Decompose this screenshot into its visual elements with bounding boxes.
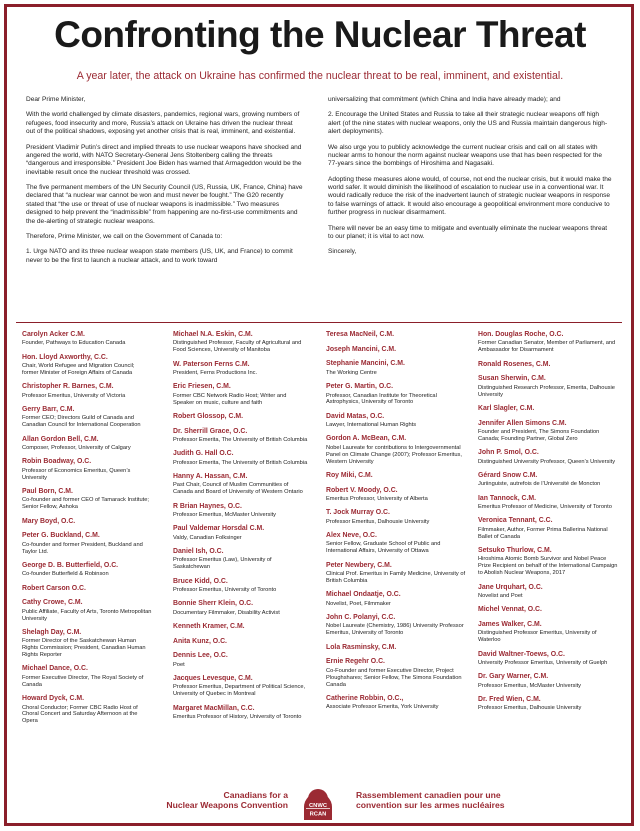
signatory-name: Peter G. Martin, O.C.	[326, 383, 394, 391]
signatory	[22, 458, 152, 481]
signatory-name: George D. B. Butterfield, O.C.	[22, 561, 119, 569]
signatory	[326, 695, 466, 711]
signatory	[173, 525, 308, 541]
signatory	[173, 473, 308, 496]
signatory-affiliation: Professor Emeritus, University of Victoria	[22, 392, 126, 399]
letter-paragraph: universalizing that commitment (which China and India have already made); and	[328, 96, 561, 103]
signatory	[173, 428, 308, 444]
signatory-affiliation: Former Director of the Saskatchewan Human Rights Commission; President, Canadian Human Rights Reporter	[22, 638, 146, 659]
signatory-name: John P. Smol, O.C.	[478, 449, 539, 457]
logo-text-top: CNWC	[308, 803, 328, 809]
signatory-name: Eric Friesen, C.M.	[173, 383, 231, 391]
signatory-name: Judith G. Hall O.C.	[173, 450, 234, 458]
signatory-name: Dennis Lee, O.C.	[173, 652, 228, 660]
signatory-name: David Matas, O.C.	[326, 412, 385, 420]
signatory-affiliation: Former CBC Network Radio Host; Writer and Speaker on music, culture and faith	[173, 392, 287, 406]
signatories-column-1	[22, 331, 152, 732]
signatory-name: Michael Dance, O.C.	[22, 665, 88, 673]
letter-sign-off: Sincerely,	[328, 248, 357, 256]
signatory-name: Hanny A. Hassan, C.M.	[173, 472, 248, 480]
letter-paragraph: President Vladimir Putin’s direct and implied threats to use nuclear weapons have shocked and angered the world, with NATO Secretary-General Jens Stoltenberg calling the threats “dangerous and irresponsible.” President Joe Biden has warned that Armageddon would be the inevitable result once the nuclear threshold was crossed.	[26, 143, 302, 176]
signatory	[326, 435, 466, 465]
footer-english-name	[166, 790, 288, 811]
page-subtitle: A year later, the attack on Ukraine has confirmed the nuclear threat to be real, imminent, and existential.	[76, 70, 564, 82]
signatory-name: Gérard Snow C.M.	[478, 471, 538, 479]
signatory-name: Susan Sherwin, C.M.	[478, 375, 546, 383]
signatory-affiliation: Former CEO; Directors Guild of Canada and Canadian Council for International Cooperation	[22, 415, 141, 429]
signatory-name: Peter Newbery, C.M.	[326, 561, 392, 569]
letter-right-column	[328, 96, 612, 264]
signatory	[326, 487, 466, 503]
signatory-affiliation: Co-founder and former President, Buckland and Taylor Ltd.	[22, 541, 143, 555]
signatory	[326, 472, 466, 480]
signatory	[173, 623, 308, 631]
signatory	[326, 614, 466, 637]
signatory-affiliation: Professor Emerita, The University of British Columbia	[173, 437, 308, 444]
signatory-affiliation: Distinguished Professor Emeritus, University of Waterloo	[478, 630, 597, 644]
footer-english-line-1: Canadians for a	[223, 790, 288, 800]
signatory-name: Teresa MacNeil, C.M.	[326, 331, 395, 338]
signatories-column-2	[173, 331, 308, 727]
signatory	[22, 532, 152, 555]
footer-french-line-2: convention sur les armes nucléaires	[356, 800, 505, 811]
signatory	[173, 503, 308, 519]
signatory	[173, 331, 308, 354]
signatory-name: Michael N.A. Eskin, C.M.	[173, 331, 253, 338]
signatory-name: Michael Ondaatje, O.C.	[326, 591, 401, 599]
footer	[0, 787, 640, 821]
footer-english-line-2: Nuclear Weapons Convention	[166, 800, 288, 811]
signatory-name: W. Paterson Ferns C.M.	[173, 360, 250, 368]
signatory-name: Dr. Sherrill Grace, O.C.	[173, 427, 248, 435]
signatory-name: Bruce Kidd, O.C.	[173, 577, 228, 585]
signatory	[326, 591, 466, 607]
signatory-name: Paul Born, C.M.	[22, 487, 73, 495]
signatory-affiliation: Novelist and Poet	[478, 592, 523, 599]
signatory-name: Setsuko Thurlow, C.M.	[478, 546, 552, 554]
signatory-name: Kenneth Kramer, C.M.	[173, 622, 245, 630]
letter-paragraph: Adopting these measures alone would, of course, not end the nuclear crisis, but it would make the world safer. It would diminish the likelihood of escalation to nuclear use in a conventional war. It would radically reduce the risk of the inadvertent launch of strategic nuclear weapons in response to false warnings of attack. It would also encourage a geopolitical environment more conducive to further progress in nuclear disarmament.	[328, 175, 612, 217]
signatory-affiliation: Professor Emeritus, Department of Political Science, University of Quebec in Montreal	[173, 684, 306, 698]
signatory-name: Roy Miki, C.M.	[326, 471, 373, 479]
signatory-affiliation: Distinguished University Professor, Queen’s University	[478, 458, 616, 465]
signatory-name: Hon. Douglas Roche, O.C.	[478, 331, 564, 338]
signatory	[326, 346, 466, 354]
signatory	[173, 361, 308, 377]
signatory-affiliation: Past Chair, Council of Muslim Communities of Canada and Board of University of Western Ontario	[173, 482, 303, 496]
letter-paragraph: We also urge you to publicly acknowledge the current nuclear crisis and call on all states with nuclear arms to honour the norm against nuclear weapons use that has been respected for the 77-years since the bombings of Hiroshima and Nagasaki.	[328, 143, 603, 168]
signatory-affiliation: Chair, World Refugee and Migration Council; former Minister of Foreign Affairs of Canada	[22, 363, 135, 377]
signatory	[22, 331, 152, 347]
signatory	[478, 696, 620, 712]
signatory-affiliation: Founder and President, The Simons Foundation Canada; Founding Partner, Global Zero	[478, 429, 600, 443]
signatory-name: Robert Carson O.C.	[22, 584, 86, 592]
signatory	[22, 695, 152, 725]
signatory-affiliation: Emeritus Professor of Medicine, University of Toronto	[478, 504, 612, 511]
signatory-name: Jane Urquhart, O.C.	[478, 583, 543, 591]
signatory	[173, 652, 308, 668]
signatories-column-4	[478, 331, 620, 719]
organization-logo	[294, 787, 342, 821]
signatory-name: Robin Boadway, O.C.	[22, 458, 92, 466]
footer-french-line-1: Rassemblement canadien pour une	[356, 790, 501, 800]
signatory-affiliation: Co-Founder and former Executive Director, Project Ploughshares; Senior Fellow, The Simons Foundation Canada	[326, 667, 462, 688]
signatory-name: Daniel Ish, O.C.	[173, 547, 224, 555]
signatory	[478, 472, 620, 488]
signatory-affiliation: Former Canadian Senator, Member of Parliament, and Ambassador for Disarmament	[478, 340, 616, 354]
signatory-affiliation: Composer, Professor, University of Calgary	[22, 445, 131, 452]
signatory-name: Ian Tannock, C.M.	[478, 494, 537, 502]
signatory-name: Robert V. Moody, O.C.	[326, 486, 398, 494]
signatory-name: Christopher R. Barnes, C.M.	[22, 383, 114, 391]
signatory-name: James Walker, C.M.	[478, 620, 542, 628]
signatory-name: Howard Dyck, C.M.	[22, 695, 85, 703]
signatory-name: Alex Neve, O.C.	[326, 532, 377, 540]
signatory	[478, 621, 620, 644]
signatory-affiliation: Juriinguiste, autrefois de l’Université de Moncton	[478, 481, 601, 488]
signatory	[22, 599, 152, 622]
signatory-name: Jacques Levesque, C.M.	[173, 675, 253, 683]
signatory-name: Mary Boyd, O.C.	[22, 517, 76, 525]
signatory	[326, 562, 466, 585]
signatory-affiliation: Novelist, Poet, Filmmaker	[326, 600, 391, 607]
signatory	[173, 578, 308, 594]
signatory	[478, 517, 620, 540]
signatory	[22, 488, 152, 511]
signatory-name: Bonnie Sherr Klein, O.C.	[173, 600, 254, 608]
signatory	[22, 585, 152, 593]
signatory-name: Robert Glossop, C.M.	[173, 412, 244, 420]
signatory-affiliation: Professor Emeritus, University of Toronto	[173, 587, 277, 593]
signatory	[478, 606, 620, 614]
signatory-affiliation: Senior Fellow, Graduate School of Public and International Affairs, University of Ottawa	[326, 541, 441, 555]
letter-paragraph: With the world challenged by climate disasters, pandemics, regional wars, growing numbers of refugees, food insecurity and more, Russia’s attack on Ukraine has driven the nuclear threat out of the political shadows, exposing yet another crisis that is real, imminent, and existential.	[26, 111, 300, 136]
signatory	[326, 360, 466, 376]
signatory-affiliation: Founder, Pathways to Education Canada	[22, 340, 126, 347]
letter-paragraph: 1. Urge NATO and its three nuclear weapon state members (US, UK, and France) to commit never to be the first to launch a nuclear attack, and to work toward	[26, 248, 293, 264]
signatory-affiliation: Professor Emeritus, Dalhousie University	[478, 705, 582, 712]
signatory-affiliation: The Working Centre	[326, 369, 377, 376]
signatory	[478, 375, 620, 398]
signatory-affiliation: Professor of Economics Emeritus, Queen’s University	[22, 467, 131, 481]
signatory-affiliation: Professor Emeritus, McMaster University	[478, 682, 582, 689]
signatory-affiliation: Professor Emeritus (Law), University of Saskatchewan	[173, 557, 272, 571]
signatory	[478, 361, 620, 369]
signatory-name: Catherine Robbin, O.C.,	[326, 694, 404, 702]
signatory	[173, 705, 308, 721]
signatory	[478, 449, 620, 465]
signatory-affiliation: Filmmaker, Author, Former Prima Ballerina National Ballet of Canada	[478, 526, 608, 540]
signatory-name: Gordon A. McBean, C.M.	[326, 435, 407, 443]
letter-paragraph: 2. Encourage the United States and Russia to take all their strategic nuclear weapons off high alert (of the nine states with nuclear weapons, only the US and Russia maintain dangerous high-alert deployments).	[328, 111, 608, 136]
signatory	[173, 383, 308, 406]
letter-left-column	[26, 96, 303, 272]
signatory-name: Carolyn Acker C.M.	[22, 331, 85, 338]
signatory-affiliation: Distinguished Professor, Faculty of Agricultural and Food Sciences, University of Manitoba	[173, 340, 302, 354]
signatory	[478, 495, 620, 511]
signatory-name: T. Jock Murray O.C.	[326, 509, 390, 517]
signatory-name: Karl Slagler, C.M.	[478, 404, 535, 412]
signatory	[326, 644, 466, 652]
signatories-column-3	[326, 331, 466, 718]
signatory	[22, 629, 152, 659]
section-divider	[16, 322, 622, 323]
signatory	[478, 405, 620, 413]
signatory-affiliation: Emeritus Professor, University of Alberta	[326, 496, 428, 503]
signatory-affiliation: Clinical Prof. Emeritus in Family Medicine, University of British Columbia	[326, 571, 466, 585]
signatory-affiliation: Public Affiliate, Faculty of Arts, Toronto Metropolitan University	[22, 608, 152, 622]
letter-paragraph: Therefore, Prime Minister, we call on the Government of Canada to:	[26, 232, 223, 240]
signatory-name: Cathy Crowe, C.M.	[22, 599, 83, 607]
signatory	[173, 600, 308, 616]
signatory-name: Joseph Mancini, C.M.	[326, 345, 397, 353]
signatory-name: Lola Rasminsky, C.M.	[326, 643, 397, 651]
signatory-affiliation: Lawyer, International Human Rights	[326, 422, 417, 429]
signatory-name: Stephanie Mancini, C.M.	[326, 360, 405, 368]
signatory-affiliation: Documentary Filmmaker, Disability Activist	[173, 609, 280, 616]
signatory	[22, 406, 152, 429]
signatory	[173, 675, 308, 698]
signatory-name: Ronald Rosenes, C.M.	[478, 360, 551, 368]
signatory-name: John C. Polanyi, C.C.	[326, 613, 396, 621]
signatory-affiliation: Professor Emerita, The University of British Columbia	[173, 459, 308, 466]
signatory-name: Dr. Fred Wien, C.M.	[478, 695, 541, 703]
signatory-name: Paul Valdemar Horsdal C.M.	[173, 525, 265, 533]
signatory-affiliation: Professor Emeritus, Dalhousie University	[326, 518, 430, 525]
logo-text-bottom: RCAN	[309, 811, 327, 818]
letter-paragraph: There will never be an easy time to mitigate and eventually eliminate the nuclear weapons threat to our planet; it is vital to act now.	[328, 224, 608, 240]
signatory	[326, 658, 466, 688]
footer-french-name	[356, 790, 505, 811]
signatory-affiliation: Professor, Canadian Institute for Theoretical Astrophysics, University of Toronto	[326, 392, 437, 406]
signatory	[326, 331, 466, 339]
signatory-name: Margaret MacMillan, C.C.	[173, 704, 255, 712]
signatory-affiliation: Associate Professor Emerita, York University	[326, 704, 439, 711]
signatory-affiliation: Former Executive Director, The Royal Society of Canada	[22, 674, 144, 688]
signatory-name: Hon. Lloyd Axworthy, C.C.	[22, 353, 108, 361]
signatory	[478, 547, 620, 577]
signatory-affiliation: Hiroshima Atomic Bomb Survivor and Nobel Peace Prize Recipient on behalf of the International Campaign to Abolish Nuclear Weapons, 2017	[478, 556, 618, 577]
signatory	[173, 548, 308, 571]
signatory-affiliation: Co-founder Butterfield & Robinson	[22, 571, 109, 578]
signatory	[326, 532, 466, 555]
signatory	[173, 450, 308, 466]
signatory-name: Dr. Gary Warner, C.M.	[478, 673, 549, 681]
signatory	[478, 651, 620, 667]
signatory	[22, 354, 152, 377]
page-title: Confronting the Nuclear Threat	[54, 14, 586, 55]
letter-paragraph: The five permanent members of the UN Security Council (US, Russia, UK, France, China) have declared that “a nuclear war cannot be won and must never be fought.” The G20 recently stated that “the use or threat of use of nuclear weapons is inadmissible.” Two measures designed to help prevent the “inadmissible” from happening are no-first-use commitments and the de-alerting of strategic nuclear weapons.	[26, 184, 303, 225]
signatory-name: Michel Vennat, O.C.	[478, 606, 542, 614]
signatory-name: David Waltner-Toews, O.C.	[478, 650, 565, 658]
signatory-name: Veronica Tennant, C.C.	[478, 517, 553, 525]
signatory-affiliation: Co-founder and former CEO of Tamarack Institute; Senior Fellow, Ashoka	[22, 497, 149, 511]
signatory	[478, 673, 620, 689]
signatory	[326, 383, 466, 406]
signatory	[22, 562, 152, 578]
signatory-name: Anita Kunz, O.C.	[173, 637, 227, 645]
signatory	[22, 436, 152, 452]
signatory-affiliation: President, Ferns Productions Inc.	[173, 370, 258, 377]
signatory-name: Shelagh Day, C.M.	[22, 628, 82, 636]
signatory-affiliation: Professor Emeritus, McMaster University	[173, 512, 277, 519]
signatory	[173, 413, 308, 421]
signatory-name: Peter G. Buckland, C.M.	[22, 532, 100, 540]
signatory-name: Gerry Barr, C.M.	[22, 405, 75, 413]
signatory-affiliation: Distinguished Research Professor, Emerita, Dalhousie University	[478, 384, 615, 398]
letter-paragraph: Dear Prime Minister,	[26, 96, 86, 103]
signatory	[478, 584, 620, 600]
signatory-name: R Brian Haynes, O.C.	[173, 502, 242, 510]
signatory-affiliation: University Professor Emeritus, University of Guelph	[478, 659, 608, 666]
signatory-name: Allan Gordon Bell, C.M.	[22, 435, 99, 443]
signatory	[326, 509, 466, 525]
signatory	[22, 383, 152, 399]
signatory-affiliation: Nobel Laureate for contributions to Intergovernmental Panel on Climate Change (2007); Professor Emeritus, Western University	[326, 444, 462, 465]
signatory	[173, 638, 308, 646]
signatory-affiliation: Valdy, Canadian Folksinger	[173, 534, 242, 541]
signatory	[22, 665, 152, 688]
signatory-name: Ernie Regehr O.C.	[326, 658, 385, 666]
signatory	[478, 331, 620, 354]
signatory-affiliation: Poet	[173, 661, 185, 668]
signatory-affiliation: Emeritus Professor of History, University of Toronto	[173, 714, 302, 721]
signatory-affiliation: Nobel Laureate (Chemistry, 1986) University Professor Emeritus, University of Toronto	[326, 623, 464, 637]
signatory	[22, 518, 152, 526]
signatory	[478, 420, 620, 443]
signatory-affiliation: Choral Conductor; Former CBC Radio Host of Choral Concert and Saturday Afternoon at the Opera	[22, 704, 138, 725]
signatory-name: Jennifer Allen Simons C.M.	[478, 419, 567, 427]
signatory	[326, 413, 466, 429]
